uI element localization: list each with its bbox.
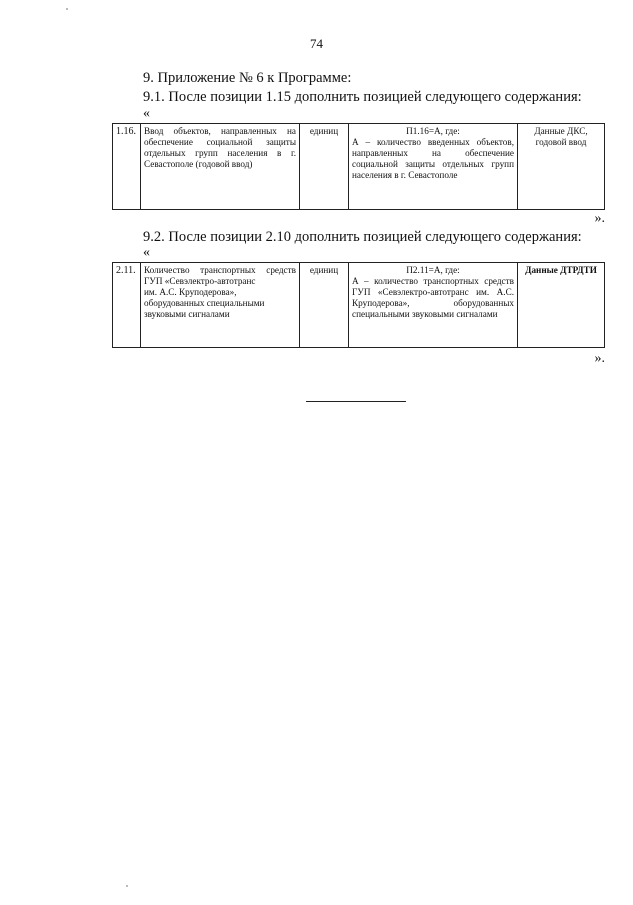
indicator-name-line-1: Количество транспортных средств ГУП «Севэлектро-автотранс	[144, 265, 296, 286]
formula-head: П1.16=А, где:	[406, 126, 460, 136]
item-9-2-heading: 9.2. После позиции 2.10 дополнить позицией следующего содержания:	[143, 229, 582, 245]
scan-speck	[126, 885, 128, 887]
position-1-16-table	[112, 123, 605, 210]
end-divider-line	[306, 401, 406, 402]
formula-head: П2.11=А, где:	[406, 265, 460, 275]
formula-body: А – количество введенных объектов, направленных на обеспечение социальной защиты отдельных групп населения в г. Севастополе	[352, 137, 514, 180]
table-row	[113, 124, 605, 210]
page-number: 74	[310, 36, 323, 51]
indicator-name: Ввод объектов, направленных на обеспечение социальной защиты отдельных групп населения в г. Севастополе (годовой ввод)	[141, 124, 300, 210]
row-number: 2.11.	[113, 263, 141, 348]
formula-cell	[349, 124, 518, 210]
item-9-1-quote-open: «	[143, 106, 150, 121]
position-2-11-table	[112, 262, 605, 348]
item-9-1-quote-close: ».	[594, 211, 605, 226]
table-row	[113, 263, 605, 348]
indicator-name-line-2: им. А.С. Круподерова», оборудованных специальными звуковыми сигналами	[144, 287, 265, 319]
section-9-title: 9. Приложение № 6 к Программе:	[143, 70, 352, 86]
unit-cell: единиц	[300, 263, 349, 348]
source-cell: Данные ДТРДТИ	[518, 263, 605, 348]
item-9-2-quote-close: ».	[594, 351, 605, 366]
formula-body: А – количество транспортных средств ГУП «Севэлектро-автотранс им. А.С. Круподерова», оборудованных специальными звуковыми сигналами	[352, 276, 514, 319]
row-number: 1.16.	[113, 124, 141, 210]
source-cell: Данные ДКС, годовой ввод	[518, 124, 605, 210]
item-9-1-heading: 9.1. После позиции 1.15 дополнить позицией следующего содержания:	[143, 89, 582, 105]
scan-speck	[66, 8, 68, 10]
unit-cell: единиц	[300, 124, 349, 210]
formula-cell	[349, 263, 518, 348]
item-9-2-quote-open: «	[143, 245, 150, 260]
indicator-name	[141, 263, 300, 348]
